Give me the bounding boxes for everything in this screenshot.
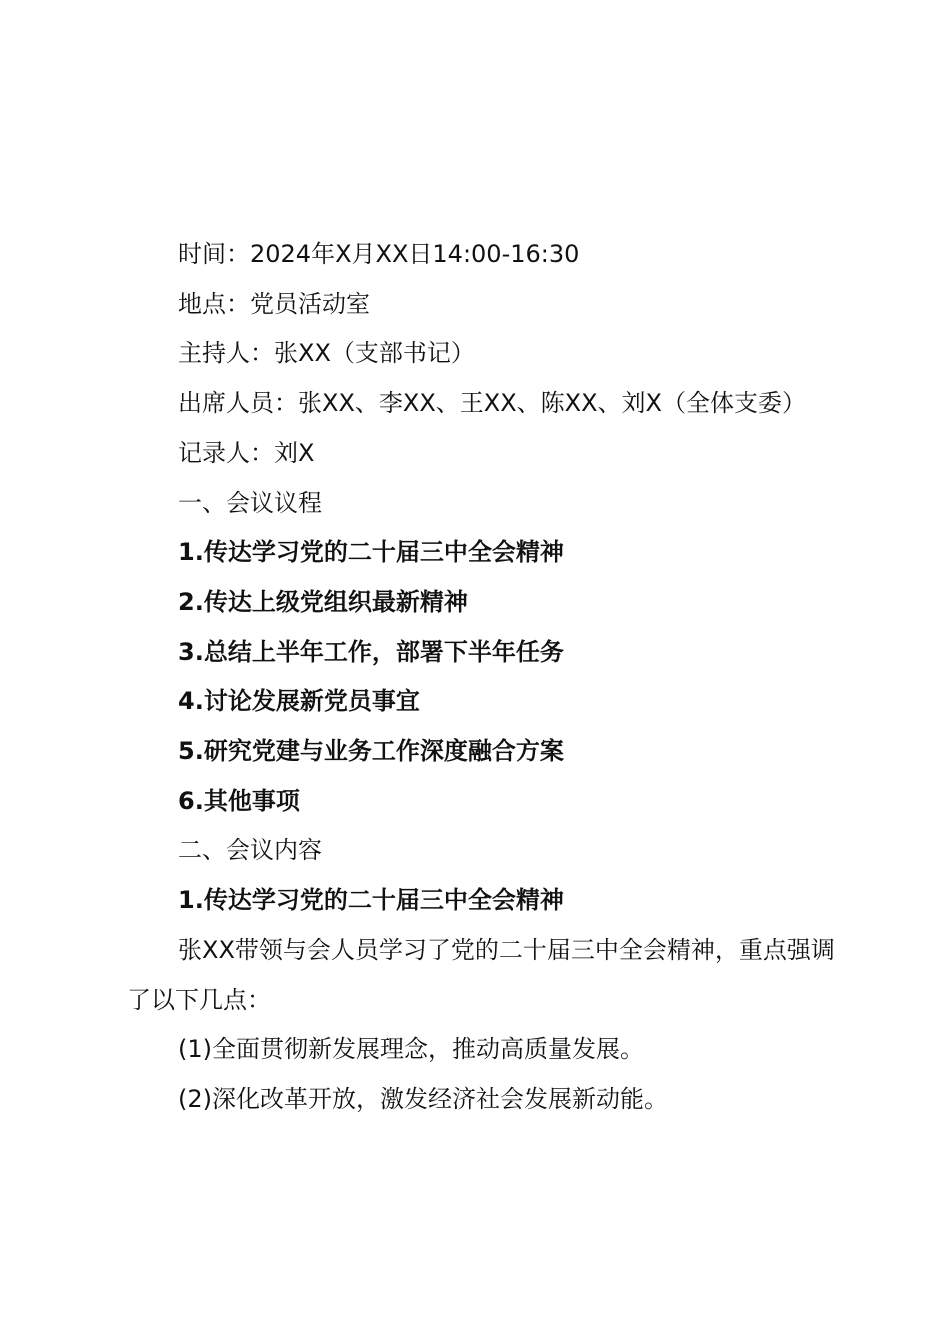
- agenda-item: 4.讨论发展新党员事宜: [178, 687, 420, 716]
- section-body: 张XX带领与会人员学习了党的二十届三中全会精神，重点强调了以下几点：: [127, 935, 835, 1014]
- section-title: 1.传达学习党的二十届三中全会精神: [178, 886, 564, 915]
- meeting-time: 时间：2024年X月XX日14:00-16:30: [178, 240, 580, 268]
- agenda-heading: 一、会议议程: [178, 488, 322, 517]
- point-item: (2)深化改革开放，激发经济社会发展新动能。: [178, 1084, 668, 1113]
- agenda-item: 6.其他事项: [178, 786, 300, 815]
- agenda-item: 2.传达上级党组织最新精神: [178, 587, 468, 616]
- agenda-item: 5.研究党建与业务工作深度融合方案: [178, 737, 564, 766]
- meeting-recorder: 记录人：刘X: [178, 438, 315, 467]
- content-heading: 二、会议内容: [178, 836, 322, 865]
- agenda-item: 3.总结上半年工作，部署下半年任务: [178, 637, 564, 666]
- agenda-item: 1.传达学习党的二十届三中全会精神: [178, 538, 564, 567]
- document-body: [127, 230, 837, 1125]
- meeting-place: 地点：党员活动室: [178, 289, 370, 318]
- point-item: (1)全面贯彻新发展理念，推动高质量发展。: [178, 1035, 644, 1064]
- meeting-host: 主持人：张XX（支部书记）: [178, 339, 475, 368]
- meeting-attendees: 出席人员：张XX、李XX、王XX、陈XX、刘X（全体支委）: [178, 389, 806, 418]
